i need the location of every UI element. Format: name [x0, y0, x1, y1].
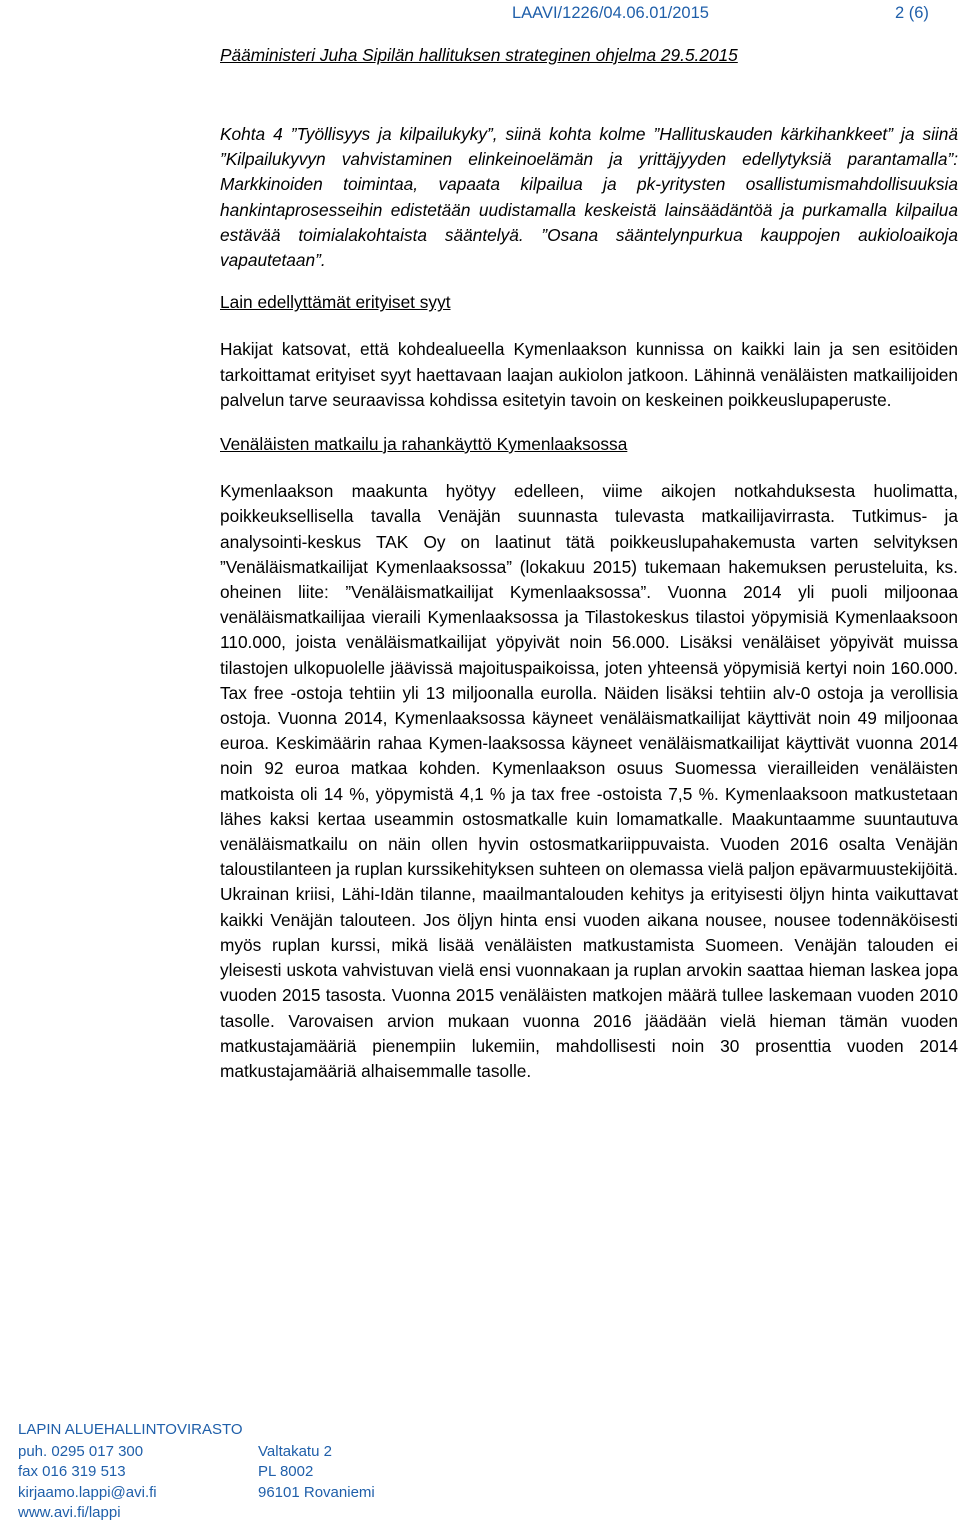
footer-phone: puh. 0295 017 300 [18, 1442, 144, 1460]
document-reference: LAAVI/1226/04.06.01/2015 [512, 4, 709, 22]
footer-street-address: Valtakatu 2 [258, 1442, 332, 1460]
document-body [220, 70, 958, 1084]
document-title: Pääministeri Juha Sipilän hallituksen strateginen ohjelma 29.5.2015 [220, 45, 738, 65]
footer [18, 1420, 458, 1524]
footer-agency-name: LAPIN ALUEHALLINTOVIRASTO [18, 1421, 243, 1438]
footer-address-column [258, 1442, 458, 1524]
footer-website: www.avi.fi/lappi [18, 1504, 121, 1522]
paragraph-special-reasons: Hakijat katsovat, että kohdealueella Kymenlaakson kunnissa on kaikki lain ja sen esitöiden tarkoittamat erityiset syyt haettavaan laajan aukiolon jatkoon. Lähinnä venäläisten matkailijoiden palvelun tarve seuraavissa kohdissa esitetyin tavoin on keskeinen poikkeuslupaperuste. [220, 339, 958, 410]
footer-email: kirjaamo.lappi@avi.fi [18, 1483, 157, 1501]
document-header [512, 4, 929, 23]
footer-fax: fax 016 319 513 [18, 1463, 126, 1481]
footer-po-box: PL 8002 [258, 1463, 314, 1481]
footer-contact-column [18, 1442, 258, 1524]
paragraph-russian-tourism: Kymenlaakson maakunta hyötyy edelleen, viime aikojen notkahduksesta huolimatta, poikkeuksellisella tavalla Venäjän suunnasta tulevasta matkailijavirrasta. Tutkimus- ja analysointi-keskus TAK Oy on laatinut tätä poikkeuslupahakemusta varten selvityksen ”Venäläismatkailijat Kymenlaaksossa” (lokakuu 2015) tukemaan hakemuksen perusteluita, ks. oheinen liite: ”Venäläismatkailijat Kymenlaaksossa”. Vuonna 2014 yli puoli miljoonaa venäläismatkailijaa vieraili Kymenlaaksossa ja Tilastokeskus tilastoi yöpymisiä Kymenlaaksoon 110.000, joista venäläismatkailijat yöpyivät noin 56.000. Lisäksi venäläiset yöpyivät muissa tilastojen ulkopuolelle jäävissä majoituspaikoissa, joten yhteensä yöpymisiä kertyi noin 160.000. Tax free -ostoja tehtiin yli 13 miljoonalla eurolla. Näiden lisäksi tehtiin alv-0 ostoja ja verollisia ostoja. Vuonna 2014, Kymenlaaksossa käyneet venäläismatkailijat käyttivät noin 49 miljoonaa euroa. Keskimäärin rahaa Kymen-laaksossa käyneet venäläismatkailijat käyttivät vuonna 2014 noin 92 euroa matkaa kohden. Kymenlaakson osuus Suomessa vierailleiden venäläisten matkoista oli 14 %, yöpymistä 4,1 % ja tax free -ostoista 7,5 %. Kymenlaaksoon matkustetaan lähes kaksi kertaa useammin ostosmatkalle kuin lomamatkalle. Maakuntaamme suuntautuva venäläismatkailu on näin ollen hyvin ostosmatkariippuvaista. Vuoden 2016 osalta Venäjän taloustilanteen ja ruplan kurssikehityksen suhteen on olemassa vielä paljon epävarmuustekijöitä. Ukrainan kriisi, Lähi-Idän tilanne, maailmantalouden kehitys ja erityisesti öljyn hinta vaikuttavat kaikki Venäjän talouteen. Jos öljyn hinta ensi vuoden aikana nousee, nousee todennäköisesti myös ruplan kurssi, mikä lisää venäläisten matkustamista Suomeen. Venäjän talouden ei yleisesti uskota vahvistuvan vielä ensi vuonnakaan ja ruplan arvokin saattaa hieman laskea jopa vuoden 2015 tasosta. Vuonna 2015 venäläisten matkojen määrä tullee laskemaan vuoden 2010 tasolle. Varovaisen arvion mukaan vuonna 2016 jäädään vielä hieman tämän vuoden matkustajamääriä pienempiin lukemiin, mahdollisesti noin 30 prosenttia vuoden 2014 matkustajamääriä alhaisemmalle tasolle. [220, 481, 958, 1081]
page-number: 2 (6) [895, 4, 929, 22]
footer-postal-code: 96101 Rovaniemi [258, 1483, 375, 1501]
section-heading-special-reasons: Lain edellyttämät erityiset syyt [220, 292, 451, 313]
paragraph-strategy-quote: Kohta 4 ”Työllisyys ja kilpailukyky”, siinä kohta kolme ”Hallituskauden kärkihankkeet” ja siinä ”Kilpailukyvyn vahvistaminen elinkeinoelämän ja yrittäjyyden edellytyksiä parantamalla”: Markkinoiden toimintaa, vapaata kilpailua ja pk-yritysten osallistumismahdollisuuksia hankintaprosesseihin edistetään uudistamalla keskeistä lainsäädäntöä ja purkamalla kilpailua estävää toimialakohtaista sääntelyä. ”Osana sääntelynpurkua kauppojen aukioloaikoja vapautetaan”. [220, 124, 958, 271]
section-heading-russian-tourism: Venäläisten matkailu ja rahankäyttö Kymenlaaksossa [220, 434, 628, 455]
